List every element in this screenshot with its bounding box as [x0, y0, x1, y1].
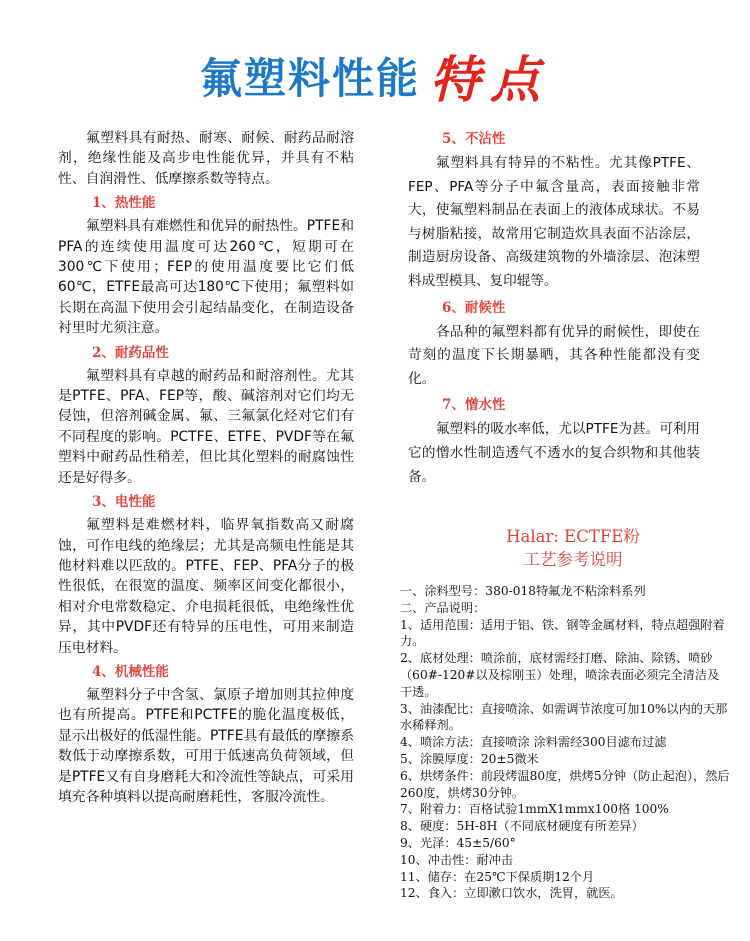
- section-heading-thermal: 1、热性能: [92, 195, 156, 212]
- section-body-thermal: 氟塑料具有难燃性和优异的耐热性。PTFE和PFA的连续使用温度可达260℃，短期可在300℃下使用；FEP的使用温度要比它们低60℃，ETFE最高可达180℃下使用；氟塑料如长期在高温下使用会引起结晶变化，在制造设备衬里时尤须注意。: [58, 218, 354, 337]
- left-column: [58, 128, 354, 807]
- section-heading-nonstick: 5、不沾性: [442, 131, 506, 147]
- section-heading-hydrophobic: 7、憎水性: [442, 397, 506, 414]
- section-body-chemical: 氟塑料具有卓越的耐药品和耐溶剂性。尤其是PTFE、PFA、FEP等，酸、碱溶剂对它们均无侵蚀，但溶剂碱金属、氟、三氟氯化烃对它们有不同程度的影响。PCTFE、ETFE、PVDF等在氟塑料中耐药品性稍差，但比其化塑料的耐腐蚀性还是好得多。: [58, 367, 354, 486]
- spec-item: 9、光泽：45±5/60°: [400, 835, 516, 850]
- title-accent: 特点: [430, 50, 550, 109]
- section-body-weather: 各品种的氟塑料都有优异的耐候性，即使在苛刻的温度下长期暴晒，其各种性能都没有变化。: [408, 323, 700, 387]
- right-column: [408, 128, 700, 489]
- spec-item: 7、附着力：百格试验1mmX1mmx100格 100%: [400, 802, 669, 817]
- spec-item: 2、底材处理：喷涂前，底材需经打磨、除油、除锈、喷砂（60#-120#以及棕刚玉）处理，喷涂表面必须完全清洁及干透。: [400, 651, 720, 699]
- spec-item: 5、涂膜厚度：20±5微米: [400, 751, 539, 766]
- section-body-hydrophobic: 氟塑料的吸水率低，尤以PTFE为甚。可利用它的憎水性制造透气不透水的复合织物和其他装备。: [408, 421, 701, 485]
- spec-item: 3、油漆配比：直接喷涂、如需调节浓度可加10%以内的天那水稀释剂。: [400, 701, 728, 733]
- spec-list: [400, 583, 730, 902]
- section-heading-weather: 6、耐候性: [442, 299, 506, 316]
- title-main: 氟塑料性能: [199, 54, 420, 103]
- spec-item: 11、储存：在25℃下保质期12个月: [400, 869, 595, 884]
- spec-item: 12、食入：立即漱口饮水，洗胃，就医。: [400, 886, 623, 901]
- spec-item: 一、涂料型号：380-018特氟龙不粘涂料系列: [400, 584, 646, 598]
- spec-item: 4、喷涂方法：直接喷涂 涂料需经300目滤布过滤: [400, 735, 667, 750]
- spec-item: 1、适用范围：适用于铝、铁、钢等金属材料，特点超强附着力。: [400, 617, 725, 649]
- section-body-nonstick: 氟塑料具有特异的不粘性。尤其像PTFE、FEP、PFA等分子中氟含量高，表面接触非常大，使氟塑料制品在表面上的液体成球状。不易与树脂粘接，故常用它制造炊具表面不沾涂层，制造厨房设备、高级建筑物的外墙涂层、泡沫塑料成型模具、复印辊等。: [408, 155, 700, 289]
- spec-item: 10、冲击性：耐冲击: [400, 852, 514, 867]
- section-heading-chemical: 2、耐药品性: [92, 344, 169, 361]
- spec-item: 8、硬度：5H-8H（不同底材硬度有所差异）: [400, 819, 644, 834]
- halar-line-2: 工艺参考说明: [523, 550, 623, 569]
- halar-line-1: Halar: ECTFE粉: [506, 527, 640, 546]
- intro-paragraph: 氟塑料具有耐热、耐寒、耐候、耐药品耐溶剂，绝缘性能及高步电性能优异，并具有不粘性、自润滑性、低摩擦系数等特点。: [58, 130, 354, 187]
- halar-heading: [408, 525, 738, 571]
- spec-item: 6、烘烤条件：前段烤温80度，烘烤5分钟（防止起泡），然后260度，烘烤30分钟。: [400, 768, 730, 800]
- spec-item: 二、产品说明：: [400, 600, 486, 615]
- section-body-electrical: 氟塑料是难燃材料，临界氧指数高又耐腐蚀，可作电线的绝缘层；尤其是高频电性能是其他材料难以匹敌的。PTFE、FEP、PFA分子的极性很低，在很宽的温度、频率区间变化都很小，相对介电常数稳定、介电损耗很低，电绝缘性优异，其中PVDF还有特异的压电性，可用来制造压电材料。: [58, 517, 354, 656]
- section-heading-mechanical: 4、机械性能: [92, 663, 169, 680]
- page-title: [0, 40, 750, 112]
- section-heading-electrical: 3、电性能: [92, 494, 156, 511]
- section-body-mechanical: 氟塑料分子中含氢、氯原子增加则其拉伸度也有所提高。PTFE和PCTFE的脆化温度极低，显示出极好的低湿性能。PTFE具有最低的摩擦系数低于动摩擦系数，可用于低速高负荷领域，但是PTFE又有自身磨耗大和冷流性等缺点，可采用填充各种填料以提高耐磨耗性，客服冷流性。: [58, 686, 354, 805]
